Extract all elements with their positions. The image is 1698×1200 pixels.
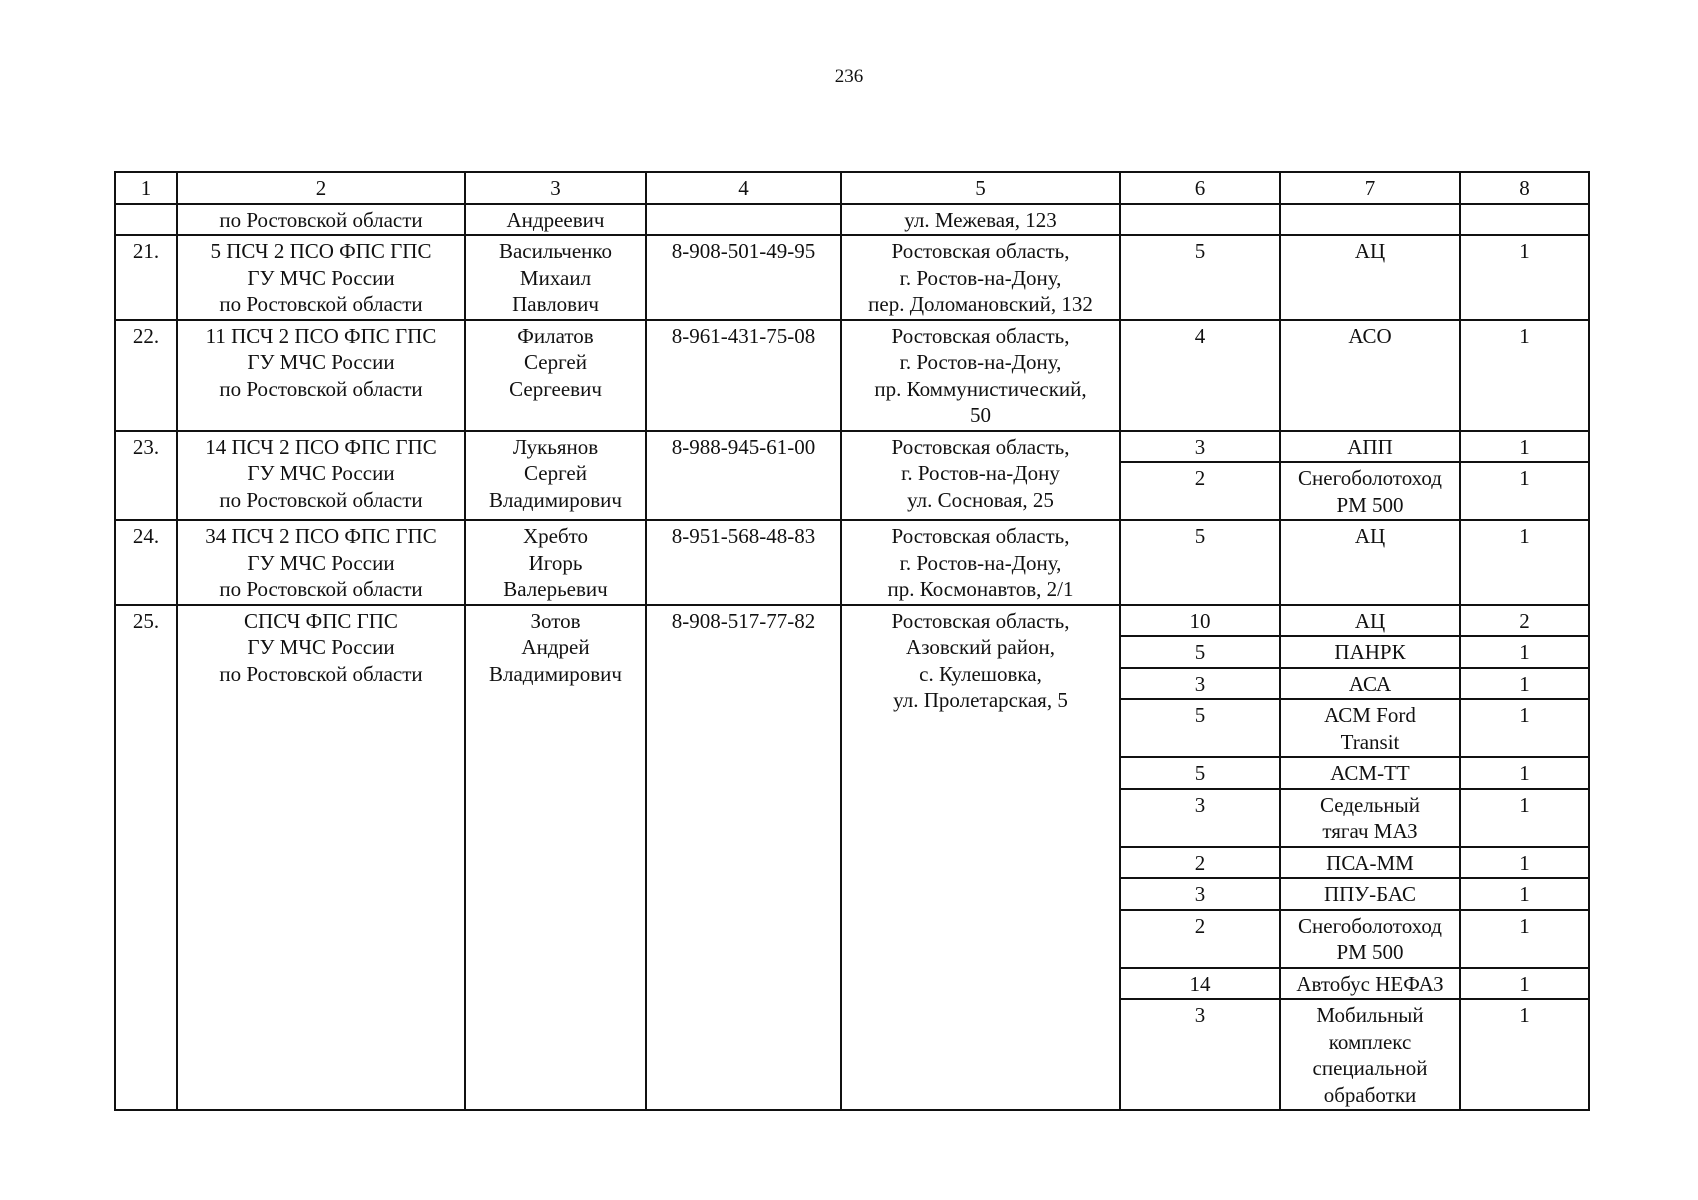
equipment-count-cell: 3 xyxy=(1120,431,1280,463)
address-cell: Ростовская область, г. Ростов-на-Дону, пер. Доломановский, 132 xyxy=(841,235,1120,320)
equipment-name-cell: АЦ xyxy=(1280,520,1460,605)
equipment-quantity-cell: 1 xyxy=(1460,999,1589,1110)
table-row xyxy=(115,520,1589,605)
equipment-quantity-cell: 1 xyxy=(1460,235,1589,320)
equipment-name-cell: АЦ xyxy=(1280,605,1460,637)
phone-cell: 8-908-501-49-95 xyxy=(646,235,841,320)
row-number: 24. xyxy=(115,520,177,605)
equipment-quantity-cell: 1 xyxy=(1460,668,1589,700)
phone-cell xyxy=(646,204,841,236)
person-cell: Лукьянов Сергей Владимирович xyxy=(465,431,646,521)
equipment-quantity-cell: 1 xyxy=(1460,910,1589,968)
organization-cell: СПСЧ ФПС ГПС ГУ МЧС России по Ростовской области xyxy=(177,605,465,1111)
equipment-name-cell: АСО xyxy=(1280,320,1460,431)
phone-cell: 8-908-517-77-82 xyxy=(646,605,841,1111)
equipment-quantity-cell: 1 xyxy=(1460,757,1589,789)
equipment-name-cell: АЦ xyxy=(1280,235,1460,320)
column-number-7: 7 xyxy=(1280,172,1460,204)
organization-cell: 11 ПСЧ 2 ПСО ФПС ГПС ГУ МЧС России по Ростовской области xyxy=(177,320,465,431)
phone-cell: 8-988-945-61-00 xyxy=(646,431,841,521)
equipment-name-cell xyxy=(1280,204,1460,236)
row-number: 21. xyxy=(115,235,177,320)
equipment-count-cell: 3 xyxy=(1120,668,1280,700)
column-number-1: 1 xyxy=(115,172,177,204)
address-cell: Ростовская область, г. Ростов-на-Дону ул. Сосновая, 25 xyxy=(841,431,1120,521)
column-number-4: 4 xyxy=(646,172,841,204)
equipment-quantity-cell: 1 xyxy=(1460,847,1589,879)
address-cell: Ростовская область, Азовский район, с. Кулешовка, ул. Пролетарская, 5 xyxy=(841,605,1120,1111)
column-number-3: 3 xyxy=(465,172,646,204)
equipment-count-cell: 2 xyxy=(1120,462,1280,520)
organization-cell: 14 ПСЧ 2 ПСО ФПС ГПС ГУ МЧС России по Ростовской области xyxy=(177,431,465,521)
equipment-count-cell: 4 xyxy=(1120,320,1280,431)
equipment-quantity-cell: 2 xyxy=(1460,605,1589,637)
equipment-quantity-cell xyxy=(1460,204,1589,236)
equipment-quantity-cell: 1 xyxy=(1460,636,1589,668)
equipment-name-cell: Снегоболотоход РМ 500 xyxy=(1280,910,1460,968)
equipment-name-cell: Седельный тягач МАЗ xyxy=(1280,789,1460,847)
equipment-name-cell: АСМ Ford Transit xyxy=(1280,699,1460,757)
equipment-quantity-cell: 1 xyxy=(1460,968,1589,1000)
equipment-count-cell: 5 xyxy=(1120,520,1280,605)
equipment-count-cell xyxy=(1120,204,1280,236)
equipment-quantity-cell: 1 xyxy=(1460,431,1589,463)
equipment-name-cell: АПП xyxy=(1280,431,1460,463)
equipment-name-cell: ПАНРК xyxy=(1280,636,1460,668)
equipment-quantity-cell: 1 xyxy=(1460,462,1589,520)
column-number-row xyxy=(115,172,1589,204)
table-row xyxy=(115,320,1589,431)
address-cell: Ростовская область, г. Ростов-на-Дону, пр. Коммунистический, 50 xyxy=(841,320,1120,431)
person-cell: Хребто Игорь Валерьевич xyxy=(465,520,646,605)
organization-cell: по Ростовской области xyxy=(177,204,465,236)
column-number-5: 5 xyxy=(841,172,1120,204)
row-number: 22. xyxy=(115,320,177,431)
equipment-count-cell: 2 xyxy=(1120,847,1280,879)
equipment-count-cell: 5 xyxy=(1120,699,1280,757)
person-cell: Васильченко Михаил Павлович xyxy=(465,235,646,320)
page-number: 236 xyxy=(834,66,864,87)
equipment-count-cell: 5 xyxy=(1120,235,1280,320)
stations-table xyxy=(114,171,1590,1111)
equipment-quantity-cell: 1 xyxy=(1460,699,1589,757)
equipment-name-cell: Автобус НЕФАЗ xyxy=(1280,968,1460,1000)
equipment-name-cell: Снегоболотоход РМ 500 xyxy=(1280,462,1460,520)
equipment-name-cell: АСМ-ТТ xyxy=(1280,757,1460,789)
address-cell: ул. Межевая, 123 xyxy=(841,204,1120,236)
equipment-count-cell: 2 xyxy=(1120,910,1280,968)
equipment-quantity-cell: 1 xyxy=(1460,320,1589,431)
equipment-quantity-cell: 1 xyxy=(1460,789,1589,847)
equipment-name-cell: АСА xyxy=(1280,668,1460,700)
person-cell: Зотов Андрей Владимирович xyxy=(465,605,646,1111)
row-number xyxy=(115,204,177,236)
equipment-count-cell: 3 xyxy=(1120,878,1280,910)
equipment-name-cell: ППУ-БАС xyxy=(1280,878,1460,910)
equipment-count-cell: 5 xyxy=(1120,757,1280,789)
column-number-8: 8 xyxy=(1460,172,1589,204)
equipment-name-cell: Мобильный комплекс специальной обработки xyxy=(1280,999,1460,1110)
column-number-2: 2 xyxy=(177,172,465,204)
table-row xyxy=(115,204,1589,236)
column-number-6: 6 xyxy=(1120,172,1280,204)
person-cell: Андреевич xyxy=(465,204,646,236)
equipment-count-cell: 14 xyxy=(1120,968,1280,1000)
table-row xyxy=(115,605,1589,637)
organization-cell: 34 ПСЧ 2 ПСО ФПС ГПС ГУ МЧС России по Ростовской области xyxy=(177,520,465,605)
row-number: 25. xyxy=(115,605,177,1111)
equipment-count-cell: 10 xyxy=(1120,605,1280,637)
equipment-count-cell: 3 xyxy=(1120,999,1280,1110)
equipment-count-cell: 5 xyxy=(1120,636,1280,668)
phone-cell: 8-951-568-48-83 xyxy=(646,520,841,605)
equipment-quantity-cell: 1 xyxy=(1460,520,1589,605)
person-cell: Филатов Сергей Сергеевич xyxy=(465,320,646,431)
row-number: 23. xyxy=(115,431,177,521)
equipment-quantity-cell: 1 xyxy=(1460,878,1589,910)
organization-cell: 5 ПСЧ 2 ПСО ФПС ГПС ГУ МЧС России по Ростовской области xyxy=(177,235,465,320)
table-body xyxy=(115,172,1589,1110)
equipment-count-cell: 3 xyxy=(1120,789,1280,847)
equipment-name-cell: ПСА-ММ xyxy=(1280,847,1460,879)
address-cell: Ростовская область, г. Ростов-на-Дону, пр. Космонавтов, 2/1 xyxy=(841,520,1120,605)
table-row xyxy=(115,235,1589,320)
table-row xyxy=(115,431,1589,463)
phone-cell: 8-961-431-75-08 xyxy=(646,320,841,431)
